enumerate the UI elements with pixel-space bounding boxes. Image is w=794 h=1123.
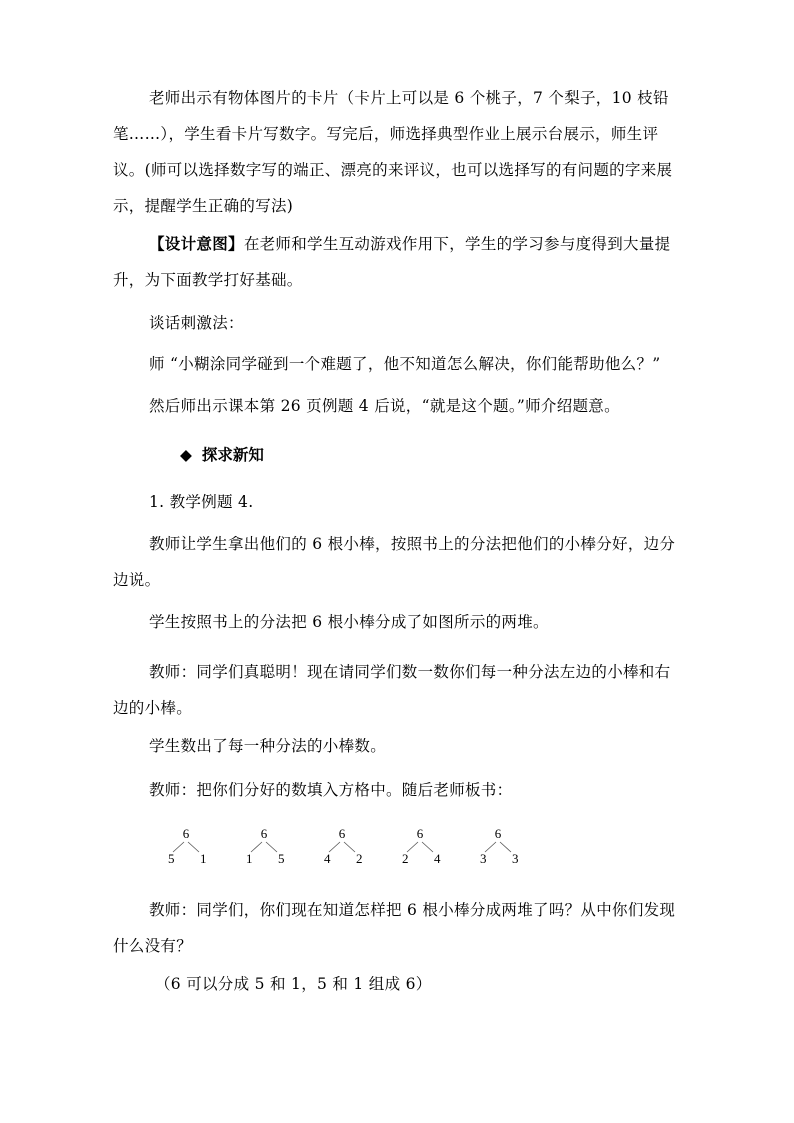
decomposition-tree-1 <box>156 820 216 880</box>
paragraph-count-sticks: 教师：同学们真聪明！现在请同学们数一数你们每一种分法左边的小棒和右边的小棒。 <box>113 663 671 717</box>
tree-right-part: 5 <box>278 851 285 866</box>
decomposition-tree-4 <box>390 820 450 880</box>
tree-total: 6 <box>494 826 502 841</box>
decomposition-tree-3 <box>312 820 372 880</box>
tree-right-part: 3 <box>512 851 519 866</box>
paragraph-textbook-example: 然后师出示课本第 26 页例题 4 后说，“就是这个题。”师介绍题意。 <box>149 397 620 415</box>
paragraph-divide-piles: 学生按照书上的分法把 6 根小棒分成了如图所示的两堆。 <box>149 613 549 631</box>
tree-total: 6 <box>338 826 346 841</box>
tree-total: 6 <box>260 826 268 841</box>
paragraph-example-number: 1. 教学例题 4. <box>149 493 254 511</box>
paragraph-question-discovery: 教师：同学们，你们现在知道怎样把 6 根小棒分成两堆了吗？从中你们发现什么没有？ <box>113 901 676 955</box>
paragraph-students-counted: 学生数出了每一种分法的小棒数。 <box>149 737 387 755</box>
tree-total: 6 <box>416 826 424 841</box>
paragraph-card-activity: 老师出示有物体图片的卡片（卡片上可以是 6 个桃子，7 个梨子，10 枝铅笔……），学生看卡片写数字。写完后，师选择典型作业上展示台展示，师生评议。(师可以选择数字写的端正、漂亮的来评议，也可以选择写的有问题的字来展示，提醒学生正确的写法) <box>113 89 673 215</box>
decomposition-diagrams <box>150 820 550 880</box>
paragraph-answer: （6 可以分成 5 和 1，5 和 1 组成 6） <box>155 975 432 993</box>
tree-left-part: 4 <box>324 851 331 866</box>
decomposition-tree-2 <box>234 820 294 880</box>
section-title: 探求新知 <box>201 445 264 464</box>
paragraph-talk-method: 谈话刺激法： <box>149 314 244 332</box>
tree-left-part: 2 <box>402 851 409 866</box>
tree-left-part: 3 <box>480 851 487 866</box>
tree-left-part: 5 <box>168 851 175 866</box>
tree-total: 6 <box>182 826 190 841</box>
paragraph-take-sticks: 教师让学生拿出他们的 6 根小棒，按照书上的分法把他们的小棒分好，边分边说。 <box>113 535 676 589</box>
design-intent-text: 在老师和学生互动游戏作用下，学生的学习参与度得到大量提升，为下面教学打好基础。 <box>113 235 671 289</box>
diamond-bullet-icon: ◆ <box>180 445 192 464</box>
paragraph-fill-boxes: 教师：把你们分好的数填入方格中。随后老师板书： <box>149 781 513 799</box>
design-intent-label: 【设计意图】 <box>149 234 244 253</box>
paragraph-design-intent <box>113 226 681 298</box>
paragraph-teacher-quote: 师 “小糊涂同学碰到一个难题了，他不知道怎么解决，你们能帮助他么？” <box>149 355 661 373</box>
section-heading <box>180 437 264 473</box>
tree-right-part: 2 <box>356 851 363 866</box>
decomposition-tree-5 <box>468 820 528 880</box>
tree-right-part: 1 <box>200 851 207 866</box>
tree-left-part: 1 <box>246 851 253 866</box>
tree-right-part: 4 <box>434 851 441 866</box>
